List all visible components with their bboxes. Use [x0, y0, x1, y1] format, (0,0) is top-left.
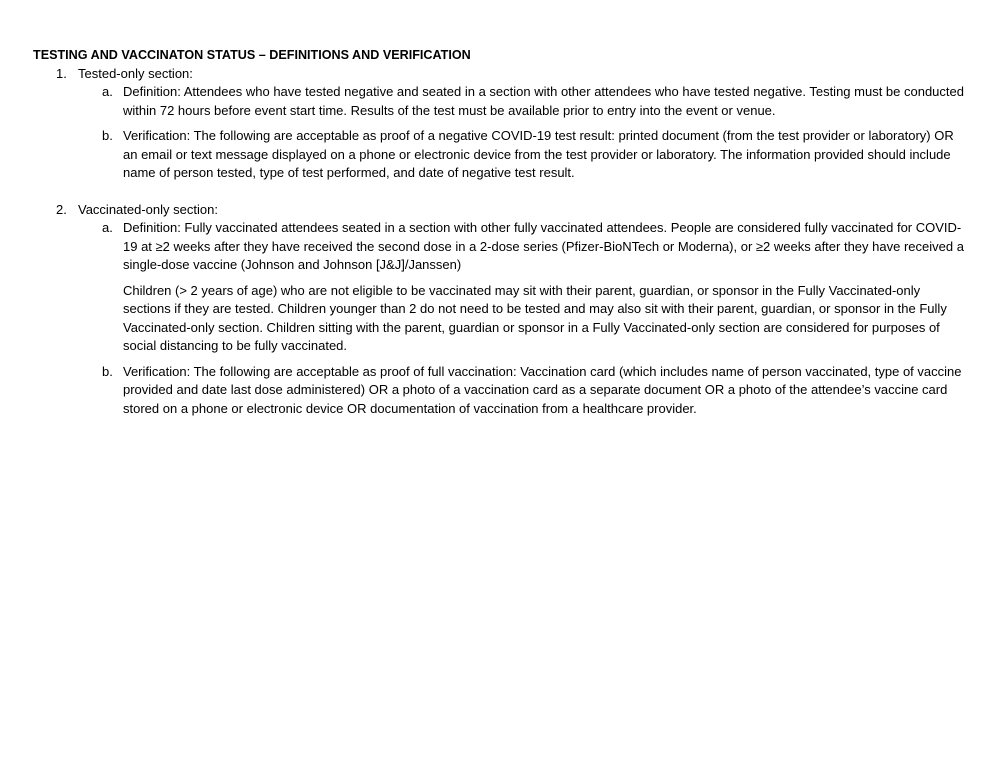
tested-only-definition	[33, 83, 968, 120]
document-title: TESTING AND VACCINATON STATUS – DEFINITIONS AND VERIFICATION	[33, 48, 471, 62]
children-paragraph: Children (> 2 years of age) who are not eligible to be vaccinated may sit with their parent, guardian, or sponsor in the Fully Vaccinated-only sections if they are tested. Children younger than 2 do not need to be tested and may also sit with their parent, guardian, or sponsor in the Fully Vaccinated-only section. Children sitting with the parent, guardian or sponsor in a Fully Vaccinated-only section are considered for purposes of social distancing to be fully vaccinated.	[123, 282, 947, 353]
item-letter: a.	[102, 220, 113, 235]
section-number: 2.	[56, 201, 67, 217]
section-heading	[33, 65, 968, 84]
vaccinated-only-definition	[33, 219, 968, 356]
section-heading-text: Vaccinated-only section:	[78, 201, 218, 217]
section-vaccinated-only	[33, 201, 968, 419]
item-letter: a.	[102, 84, 113, 99]
verification-paragraph: Verification: The following are acceptable as proof of a negative COVID-19 test result: printed document (from the test provider or laboratory) OR an email or text message displayed on a phone or electronic device from the test provider or laboratory. The information provided should include name of person tested, type of test performed, and date of negative test result.	[123, 128, 954, 180]
section-number: 1.	[56, 65, 67, 81]
item-letter: b.	[102, 128, 113, 143]
tested-only-verification	[33, 127, 968, 183]
item-letter: b.	[102, 363, 113, 379]
section-heading-text: Tested-only section:	[78, 65, 193, 81]
definition-paragraph: Definition: Attendees who have tested negative and seated in a section with other attendees who have tested negative. Testing must be conducted within 72 hours before event start time. Results of the test must be available prior to entry into the event or venue.	[123, 84, 964, 118]
vaccinated-only-verification	[33, 363, 968, 419]
section-tested-only	[33, 65, 968, 183]
verification-paragraph: Verification: The following are acceptable as proof of full vaccination: Vaccination card (which includes name of person vaccinated, type of vaccine provided and date last dose administered) OR a photo of a vaccination card as a separate document OR a photo of the attendee’s vaccine card stored on a phone or electronic device OR documentation of vaccination from a healthcare provider.	[123, 363, 962, 416]
definition-paragraph: Definition: Fully vaccinated attendees seated in a section with other fully vaccinated attendees. People are considered fully vaccinated for COVID-19 at ≥2 weeks after they have received the second dose in a 2-dose series (Pfizer-BioNTech or Moderna), or ≥2 weeks after they have received a single-dose vaccine (Johnson and Johnson [J&J]/Janssen)	[123, 220, 964, 272]
section-heading	[33, 201, 968, 220]
document-page	[33, 46, 968, 418]
